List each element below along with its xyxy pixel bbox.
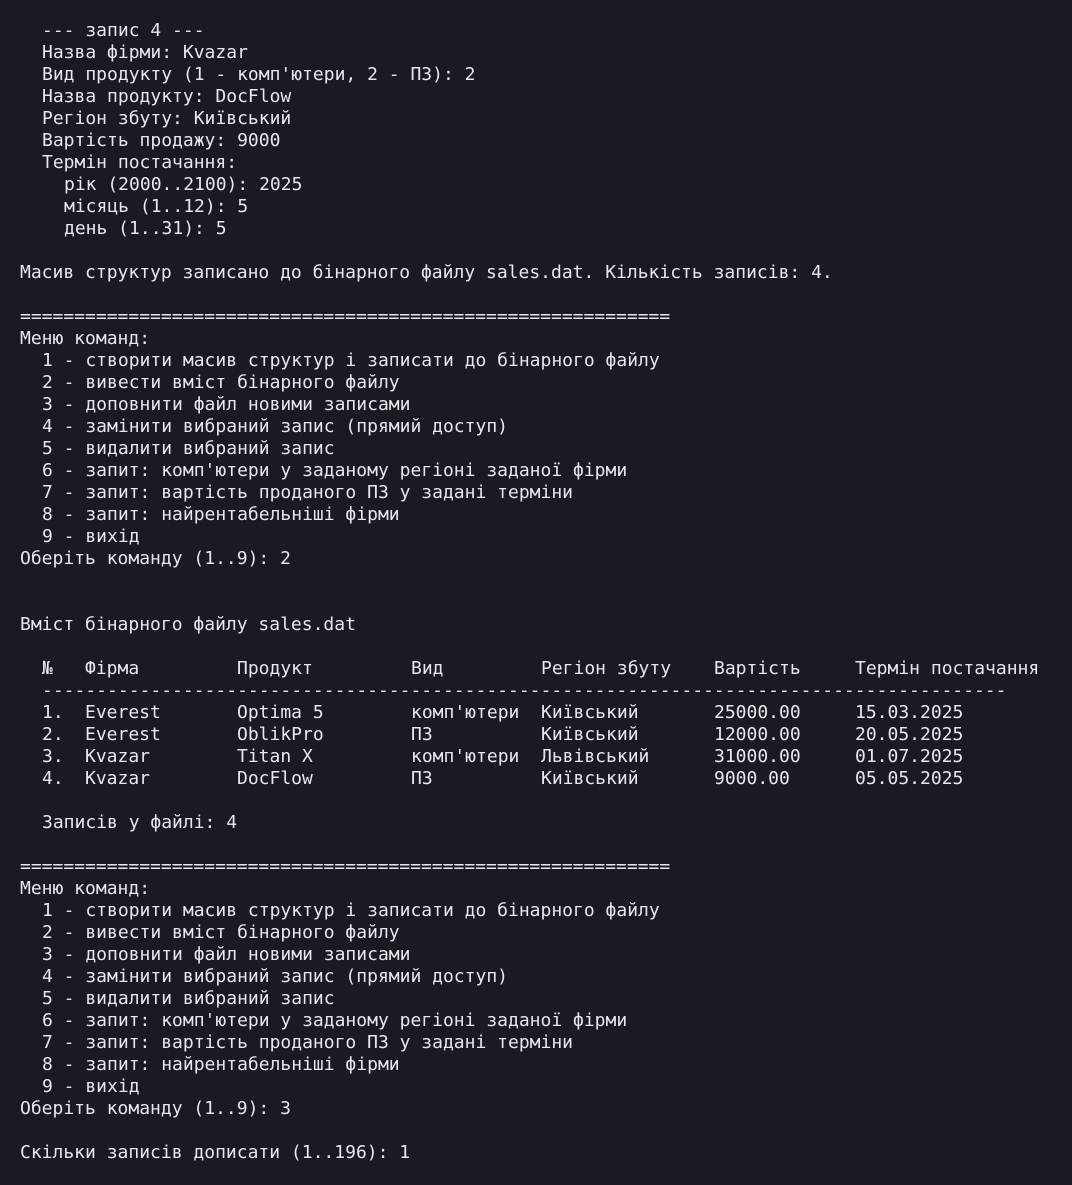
column-header-product: Продукт: [237, 658, 313, 679]
table-divider-line: -----------------------------------------------------------------------------------------: [42, 680, 1007, 701]
menu-title: Меню команд:: [20, 328, 151, 349]
column-header-firm: Фірма: [85, 658, 140, 679]
cell-delivery-term: 01.07.2025: [855, 746, 964, 767]
table-row: [0, 724, 1072, 746]
menu-item-8: 8 - запит: найрентабельніші фірми: [42, 1054, 400, 1075]
command-prompt: Оберіть команду (1..9): 2: [20, 548, 291, 569]
column-header-number: №: [42, 658, 53, 679]
record-header: --- запис 4 ---: [42, 20, 205, 41]
cell-region: Київський: [541, 702, 639, 723]
table-row: [0, 768, 1072, 790]
field-region: Регіон збуту: Київський: [42, 108, 292, 129]
column-header-region: Регіон збуту: [541, 658, 672, 679]
cell-number: 2.: [42, 724, 64, 745]
cell-price: 31000.00: [714, 746, 801, 767]
menu-item-2: 2 - вивести вміст бінарного файлу: [42, 372, 400, 393]
field-delivery-term: Термін постачання:: [42, 152, 238, 173]
field-month: місяць (1..12): 5: [64, 196, 249, 217]
blank-line: [0, 570, 1072, 592]
table-header-row: [0, 658, 1072, 680]
cell-number: 1.: [42, 702, 64, 723]
blank-line: [0, 636, 1072, 658]
cell-product: Titan X: [237, 746, 313, 767]
cell-region: Київський: [541, 768, 639, 789]
menu-item-3: 3 - доповнити файл новими записами: [42, 944, 411, 965]
records-count: Записів у файлі: 4: [42, 812, 238, 833]
field-day: день (1..31): 5: [64, 218, 227, 239]
cell-kind: ПЗ: [411, 724, 433, 745]
cell-delivery-term: 20.05.2025: [855, 724, 964, 745]
blank-line: [0, 1120, 1072, 1142]
menu-item-7: 7 - запит: вартість проданого ПЗ у задані терміни: [42, 1032, 574, 1053]
cell-firm: Everest: [85, 724, 161, 745]
field-firm-name: Назва фірми: Kvazar: [42, 42, 248, 63]
cell-firm: Everest: [85, 702, 161, 723]
cell-kind: ПЗ: [411, 768, 433, 789]
separator-line: ============================================================: [20, 856, 671, 877]
write-message: Масив структур записано до бінарного файлу sales.dat. Кількість записів: 4.: [20, 262, 833, 283]
menu-item-3: 3 - доповнити файл новими записами: [42, 394, 411, 415]
blank-line: [0, 790, 1072, 812]
field-product-name: Назва продукту: DocFlow: [42, 86, 292, 107]
column-header-price: Вартість: [714, 658, 801, 679]
menu-item-6: 6 - запит: комп'ютери у заданому регіоні заданої фірми: [42, 460, 628, 481]
cell-delivery-term: 05.05.2025: [855, 768, 964, 789]
field-product-kind: Вид продукту (1 - комп'ютери, 2 - ПЗ): 2: [42, 64, 476, 85]
menu-item-9: 9 - вихід: [42, 1076, 140, 1097]
append-count-prompt[interactable]: Скільки записів дописати (1..196): 1: [20, 1142, 411, 1163]
field-price: Вартість продажу: 9000: [42, 130, 281, 151]
menu-item-5: 5 - видалити вибраний запис: [42, 988, 335, 1009]
cell-kind: комп'ютери: [411, 746, 520, 767]
menu-item-1: 1 - створити масив структур і записати до бінарного файлу: [42, 900, 660, 921]
column-header-kind: Вид: [411, 658, 444, 679]
cell-price: 25000.00: [714, 702, 801, 723]
menu-item-4: 4 - замінити вибраний запис (прямий доступ): [42, 416, 508, 437]
blank-line: [0, 834, 1072, 856]
cell-number: 4.: [42, 768, 64, 789]
cell-firm: Kvazar: [85, 746, 151, 767]
table-divider: [0, 680, 1072, 702]
cell-firm: Kvazar: [85, 768, 151, 789]
cell-region: Львівський: [541, 746, 650, 767]
cell-region: Київський: [541, 724, 639, 745]
blank-line: [0, 284, 1072, 306]
command-prompt: Оберіть команду (1..9): 3: [20, 1098, 291, 1119]
table-row: [0, 746, 1072, 768]
menu-item-9: 9 - вихід: [42, 526, 140, 547]
cell-delivery-term: 15.03.2025: [855, 702, 964, 723]
menu-item-7: 7 - запит: вартість проданого ПЗ у задані терміни: [42, 482, 574, 503]
field-year: рік (2000..2100): 2025: [64, 174, 303, 195]
menu-item-2: 2 - вивести вміст бінарного файлу: [42, 922, 400, 943]
table-row: [0, 702, 1072, 724]
separator-line: ============================================================: [20, 306, 671, 327]
cell-product: Optima 5: [237, 702, 324, 723]
cell-product: DocFlow: [237, 768, 313, 789]
cell-number: 3.: [42, 746, 64, 767]
column-header-delivery-term: Термін постачання: [855, 658, 1040, 679]
menu-item-4: 4 - замінити вибраний запис (прямий доступ): [42, 966, 508, 987]
menu-item-8: 8 - запит: найрентабельніші фірми: [42, 504, 400, 525]
menu-title: Меню команд:: [20, 878, 151, 899]
cell-kind: комп'ютери: [411, 702, 520, 723]
blank-line: [0, 240, 1072, 262]
cell-product: OblikPro: [237, 724, 324, 745]
cell-price: 12000.00: [714, 724, 801, 745]
menu-item-5: 5 - видалити вибраний запис: [42, 438, 335, 459]
blank-line: [0, 592, 1072, 614]
menu-item-6: 6 - запит: комп'ютери у заданому регіоні заданої фірми: [42, 1010, 628, 1031]
file-contents-title: Вміст бінарного файлу sales.dat: [20, 614, 356, 635]
cell-price: 9000.00: [714, 768, 790, 789]
menu-item-1: 1 - створити масив структур і записати до бінарного файлу: [42, 350, 660, 371]
